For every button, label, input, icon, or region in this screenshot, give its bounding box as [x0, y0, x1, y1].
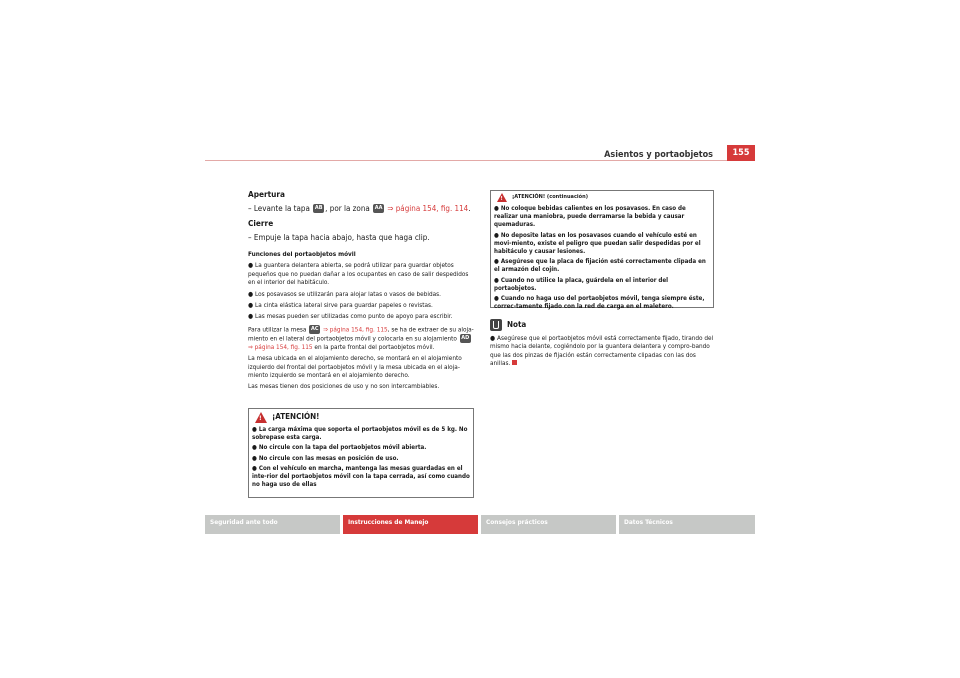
list-item: ● Las mesas pueden ser utilizadas como punto de apoyo para escribir. — [248, 312, 453, 321]
nota-section — [490, 309, 716, 371]
header-rule — [205, 160, 755, 161]
list-item: ● Cuando no haga uso del portaobjetos móvil, tenga siempre éste, correc-tamente fijado con la red de carga en el maletero. — [494, 295, 705, 311]
link-fig-115-b[interactable]: ⇒ página 154, fig. 115 — [248, 342, 313, 351]
list-item: ● La cinta elástica lateral sirve para guardar papeles o revistas. — [248, 301, 433, 310]
footer-tab-consejos[interactable]: Consejos prácticos — [481, 515, 616, 534]
warning-continued-title: ¡ATENCIÓN! (continuación) — [512, 194, 588, 201]
list-item: ● No deposite latas en los posavasos cuando el vehículo esté en movi-miento, existe el peligro que puedan salir despedidas por el habitáculo y causar lesiones. — [494, 231, 701, 256]
nota-title: Nota — [507, 319, 527, 329]
badge-ad: AD — [461, 334, 470, 341]
para-posiciones: Las mesas tienen dos posiciones de uso y no son intercambiables. — [248, 382, 440, 391]
warning-triangle-icon — [497, 193, 507, 202]
warning-title: ¡ATENCIÓN! — [272, 412, 320, 422]
funciones-heading: Funciones del portaobjetos móvil — [248, 250, 356, 258]
warning-continued-header — [491, 191, 713, 205]
list-item: ● Asegúrese que la placa de fijación esté correctamente clipada en el armazón del cojín. — [494, 258, 706, 274]
cierre-heading: Cierre — [248, 218, 274, 228]
list-item: ● Con el vehículo en marcha, mantenga las mesas guardadas en el inte-rior del portaobjetos móvil con la tapa cerrada, así como cuando no haga uso de ellas — [252, 464, 470, 489]
apertura-heading: Apertura — [248, 189, 285, 199]
warning-continued-box — [490, 190, 714, 311]
list-item: ● No coloque bebidas calientes en los posavasos. En caso de realizar una maniobra, puede derramarse la bebida y causar quemaduras. — [494, 205, 686, 229]
list-item: ● Cuando no utilice la placa, guárdela en el interior del portaobjetos. — [494, 276, 669, 292]
page-title: Asientos y portaobjetos — [604, 150, 713, 160]
list-item: ● Los posavasos se utilizarán para alojar latas o vasos de bebidas. — [248, 289, 441, 298]
warning-box — [248, 408, 474, 498]
list-item: ● No circule con la tapa del portaobjetos móvil abierta. — [252, 444, 427, 452]
para-mesa: Para utilizar la mesa AC ⇒ página 154, fig. 115, se ha de extraer de su aloja-miento en el lateral del portaobjetos móvil y colocarla en su alojamiento AD ⇒ página 154, fig. 115 en la parte frontal del portaobjetos móvil. — [248, 325, 474, 351]
apertura-step: – Levante la tapa AB , por la zona AA ⇒ página 154, fig. 114. — [248, 204, 471, 213]
warning-header — [249, 409, 473, 426]
badge-aa: AA — [374, 205, 383, 211]
left-column — [248, 189, 474, 394]
nota-header — [490, 319, 716, 331]
link-fig-114[interactable]: ⇒ página 154, fig. 114 — [387, 204, 469, 213]
warning-triangle-icon — [255, 412, 267, 423]
para-mesa-derecha: La mesa ubicada en el alojamiento derecho, se montará en el alojamiento izquierdo del frontal del portaobjetos móvil y la mesa ubicada en el aloja-miento izquierdo se montará en el alojamiento derecho. — [248, 354, 462, 380]
footer-tab-datos[interactable]: Datos Técnicos — [619, 515, 755, 534]
badge-ac: AC — [311, 325, 319, 332]
list-item: ● No circule con las mesas en posición de uso. — [252, 454, 399, 462]
page-number: 155 — [727, 145, 755, 161]
badge-ab: AB — [314, 205, 323, 211]
list-item: ● La carga máxima que soporta el portaobjetos móvil es de 5 kg. No sobrepase esta carga. — [252, 426, 468, 442]
list-item: ● La guantera delantera abierta, se podrá utilizar para guardar objetos pequeños que no puedan dañar a los ocupantes en caso de salir despedidos en el interior del habitáculo. — [248, 261, 469, 287]
footer-tab-seguridad[interactable]: Seguridad ante todo — [205, 515, 340, 534]
end-mark-icon — [512, 360, 517, 365]
note-icon — [490, 319, 502, 331]
link-fig-115[interactable]: ⇒ página 154, fig. 115 — [323, 325, 388, 334]
nota-text: ● Asegúrese que el portaobjetos móvil está correctamente fijado, tirando del mismo hacia delante, cogiéndolo por la guantera delantera y compro-bando que las dos pinzas de fijación están correctamente clipadas con las dos anillas. — [490, 334, 714, 368]
cierre-step: – Empuje la tapa hacia abajo, hasta que haga clip. — [248, 233, 430, 242]
footer-tab-instrucciones[interactable]: Instrucciones de Manejo — [343, 515, 478, 534]
